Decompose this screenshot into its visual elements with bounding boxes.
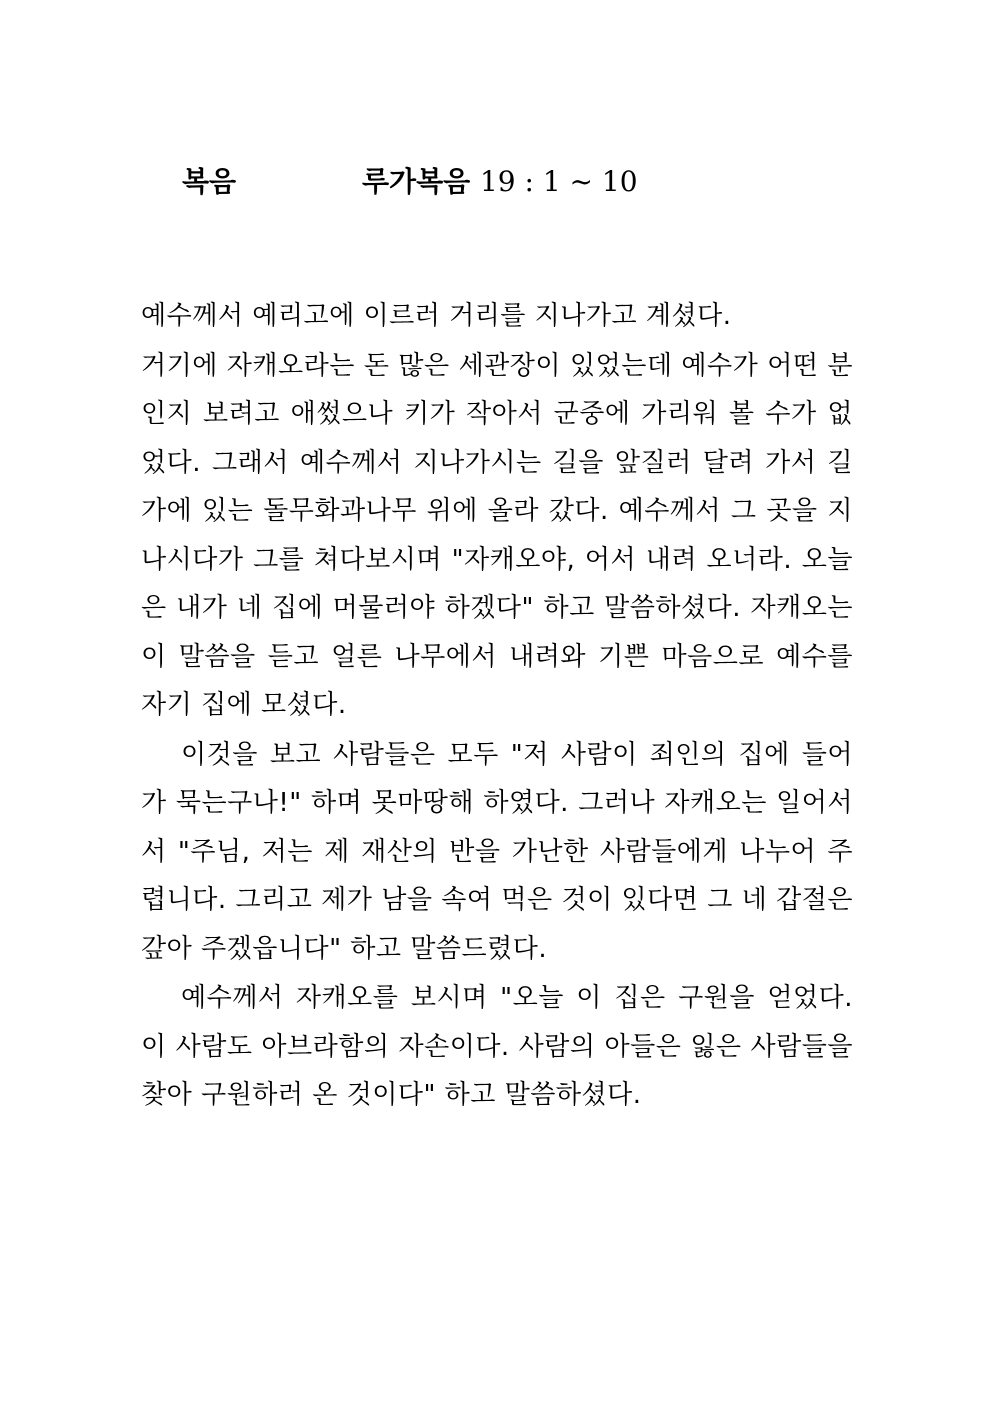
reference-numbers: 19 : 1 ~ 10 <box>479 165 638 198</box>
paragraph-1: 예수께서 예리고에 이르러 거리를 지나가고 계셨다. <box>141 301 732 331</box>
reference-book: 루가복음 <box>362 165 471 198</box>
paragraph-2: 거기에 자캐오라는 돈 많은 세관장이 있었는데 예수가 어떤 분인지 보려고 애썼으나 키가 작아서 군중에 가리워 볼 수가 없었다. 그래서 예수께서 지나가시는 길을 앞질러 달려 가서 길가에 있는 돌무화과나무 위에 올라 갔다. 예수께서 그 곳을 지나시다가 그를 쳐다보시며 "자캐오야, 어서 내려 오너라. 오늘은 내가 네 집에 머물러야 하겠다" 하고 말씀하셨다. 자캐오는 이 말씀을 듣고 얼른 나무에서 내려와 기쁜 마음으로 예수를 자기 집에 모셨다. <box>141 350 853 720</box>
heading-label: 복음 <box>182 165 237 198</box>
paragraph-3: 이것을 보고 사람들은 모두 "저 사람이 죄인의 집에 들어 가 묵는구나!" 하며 못마땅해 하였다. 그러나 자캐오는 일어서서 "주님, 저는 제 재산의 반을 가난한 사람들에게 나누어 주렵니다. 그리고 제가 남을 속여 먹은 것이 있다면 그 네 갑절은 갚아 주겠읍니다" 하고 말씀드렸다. <box>141 739 853 964</box>
reading-heading <box>0 162 992 202</box>
paragraph-4: 예수께서 자캐오를 보시며 "오늘 이 집은 구원을 얻었다. 이 사람도 아브라함의 자손이다. 사람의 아들은 잃은 사람들을 찾아 구원하러 온 것이다" 하고 말씀하셨다. <box>141 983 853 1110</box>
scripture-reference <box>362 162 638 202</box>
reading-body <box>141 292 853 1120</box>
